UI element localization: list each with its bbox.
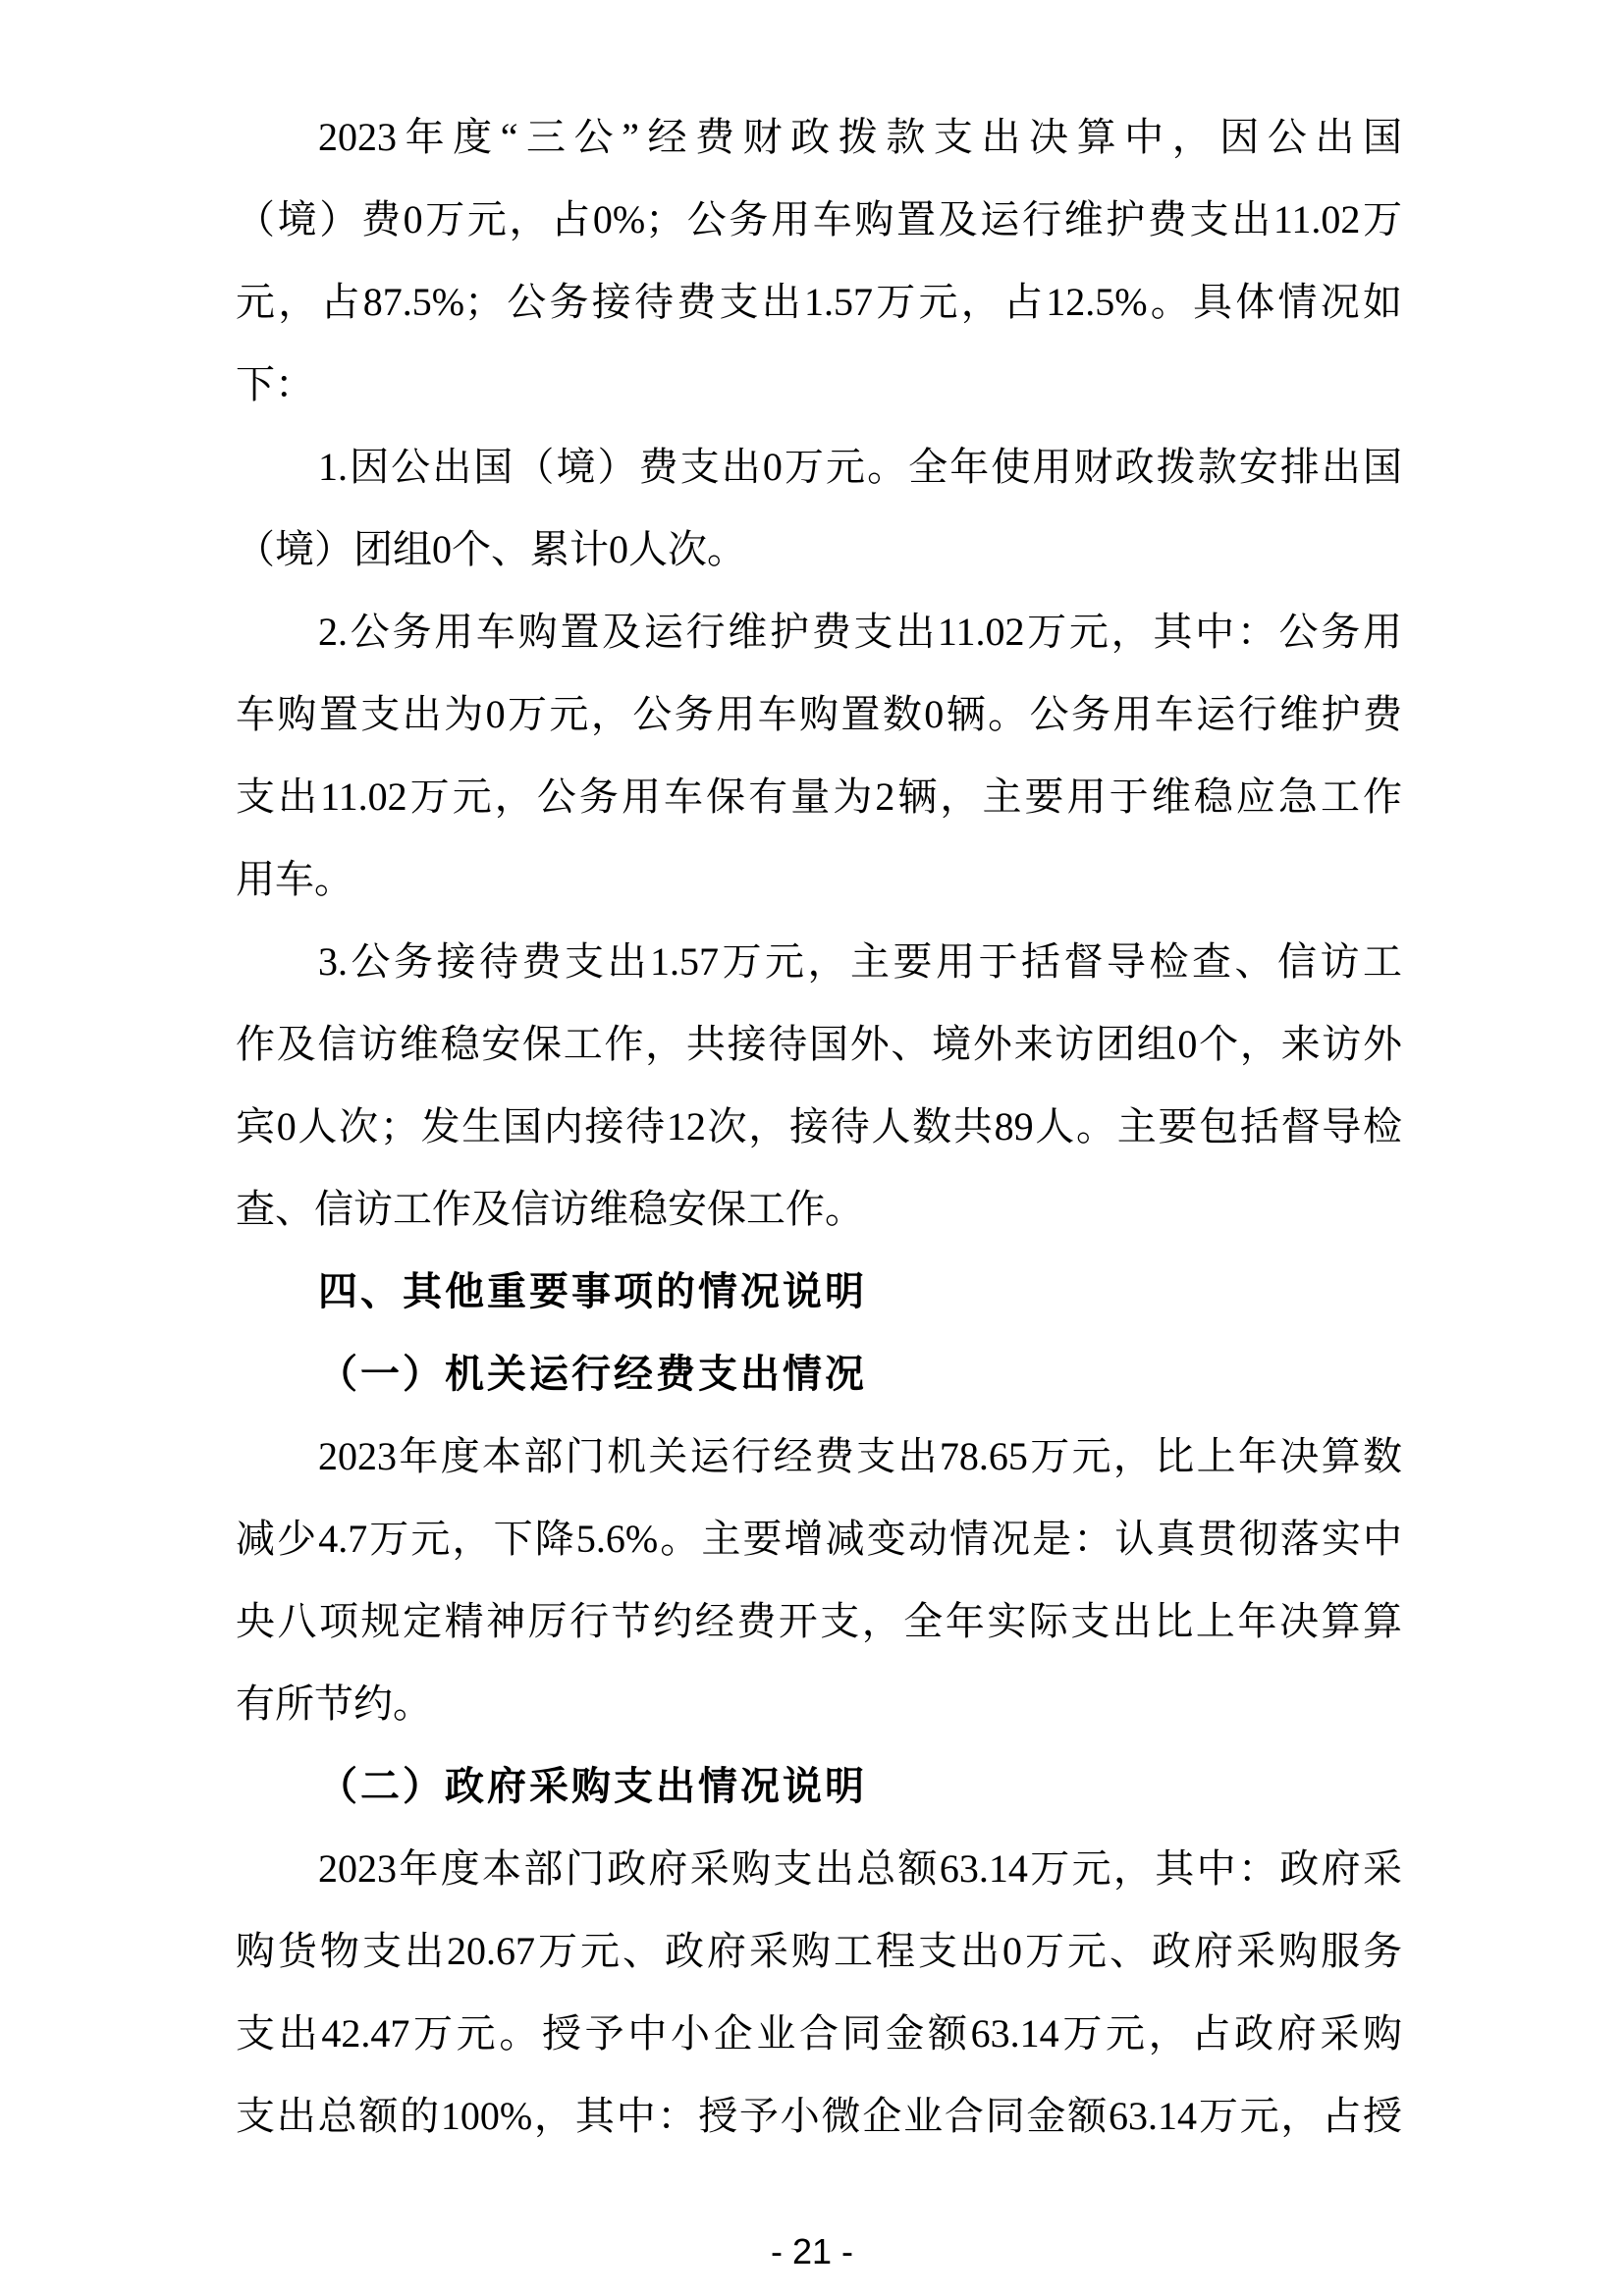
paragraph-line: 2023年度本部门政府采购支出总额63.14万元，其中：政府采 [318,1846,1402,1891]
paragraph-line: 2023年度“三公”经费财政拨款支出决算中，因公出国 [318,115,1402,159]
document-body [236,96,1402,2158]
paragraph-line: 宾0人次；发生国内接待12次，接待人数共89人。主要包括督导检 [236,1104,1402,1148]
paragraph-line: （境）团组0个、累计0人次。 [236,527,746,571]
section-heading: 四、其他重要事项的情况说明 [318,1270,867,1313]
paragraph-line: 购货物支出20.67万元、政府采购工程支出0万元、政府采购服务 [236,1929,1402,1973]
paragraph-line: 支出总额的100%，其中：授予小微企业合同金额63.14万元，占授 [236,2094,1402,2138]
paragraph-line: 2023年度本部门机关运行经费支出78.65万元，比上年决算数 [318,1434,1402,1478]
paragraph-line: 3.公务接待费支出1.57万元，主要用于括督导检查、信访工 [318,939,1402,984]
paragraph-line: 元，占87.5%；公务接待费支出1.57万元，占12.5%。具体情况如 [236,280,1402,324]
paragraph-line: 支出42.47万元。授予中小企业合同金额63.14万元，占政府采购 [236,2011,1402,2056]
paragraph-line: 央八项规定精神厉行节约经费开支，全年实际支出比上年决算算 [236,1599,1402,1643]
paragraph-line: 下： [236,362,314,406]
paragraph-line: 作及信访维稳安保工作，共接待国外、境外来访团组0个，来访外 [236,1022,1402,1066]
paragraph-line: 查、信访工作及信访维稳安保工作。 [236,1187,864,1231]
paragraph-line: 有所节约。 [236,1682,432,1726]
subsection-heading: （一）机关运行经费支出情况 [318,1352,867,1396]
paragraph-line: （境）费0万元，占0%；公务用车购置及运行维护费支出11.02万 [236,197,1402,241]
paragraph-line: 用车。 [236,857,353,901]
paragraph-line: 车购置支出为0万元，公务用车购置数0辆。公务用车运行维护费 [236,692,1402,736]
paragraph-line: 支出11.02万元，公务用车保有量为2辆，主要用于维稳应急工作 [236,774,1402,819]
paragraph-line: 减少4.7万元，下降5.6%。主要增减变动情况是：认真贯彻落实中 [236,1517,1402,1561]
paragraph-line: 1.因公出国（境）费支出0万元。全年使用财政拨款安排出国 [318,445,1402,489]
paragraph-line: 2.公务用车购置及运行维护费支出11.02万元，其中：公务用 [318,610,1402,654]
subsection-heading: （二）政府采购支出情况说明 [318,1764,867,1808]
page-number: - 21 - [770,2231,854,2271]
